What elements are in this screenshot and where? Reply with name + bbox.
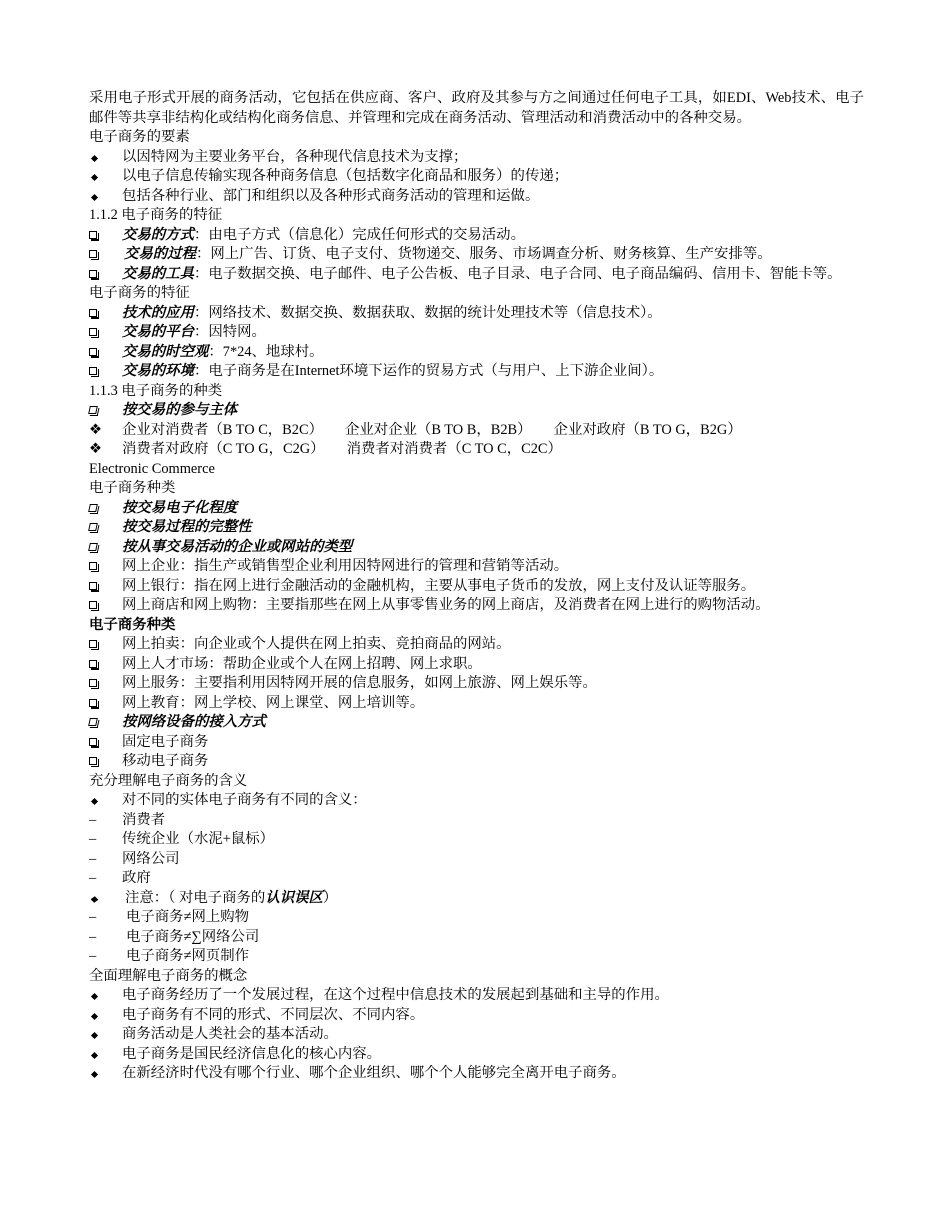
list-item: 固定电子商务 (89, 733, 864, 753)
checkbox-bullet-icon (89, 582, 97, 590)
list-item: 交易的时空观：7*24、地球村。 (89, 343, 864, 363)
checkbox-bullet-icon (89, 309, 97, 317)
checkbox-bullet-icon (88, 406, 98, 414)
checkbox-bullet-icon (88, 523, 98, 531)
list-item: 网上服务：主要指利用因特网开展的信息服务，如网上旅游、网上娱乐等。 (89, 674, 864, 694)
intro-paragraph: 采用电子形式开展的商务活动，它包括在供应商、客户、政府及其参与方之间通过任何电子工具，如EDI、Web技术、电子邮件等共享非结构化或结构化商务信息、并管理和完成在商务活动、管理活动和消费活动中的各种交易。 (89, 90, 864, 126)
diamond-bullet-icon (91, 193, 98, 200)
list-item: – 传统企业（水泥+鼠标） (89, 830, 864, 850)
diamond-bullet-icon (91, 896, 99, 902)
category-heading: 按从事交易活动的企业或网站的类型 (89, 538, 864, 558)
list-item: 网上人才市场：帮助企业或个人在网上招聘、网上求职。 (89, 655, 864, 675)
list-item: – 电子商务≠网上购物 (89, 908, 864, 928)
list-item: – 政府 (89, 869, 864, 889)
checkbox-bullet-icon (89, 640, 97, 648)
list-item: 注意：（ 对电子商务的认识误区） (89, 889, 864, 909)
diamond-bullet-icon (91, 1051, 98, 1058)
checkbox-bullet-icon (88, 718, 98, 726)
list-item: – 消费者 (89, 811, 864, 831)
document-body (89, 89, 864, 1084)
list-item: 交易的平台：因特网。 (89, 323, 864, 343)
diamond-bullet-icon (91, 798, 98, 805)
list-item: 以电子信息传输实现各种商务信息（包括数字化商品和服务）的传递； (89, 167, 864, 187)
checkbox-bullet-icon (89, 738, 97, 746)
checkbox-bullet-icon (89, 348, 97, 356)
clover-bullet-icon: ❖ (89, 421, 102, 438)
diamond-bullet-icon (91, 174, 98, 181)
dash-bullet-icon: – (89, 850, 97, 867)
list-item: 网上商店和网上购物：主要指那些在网上从事零售业务的网上商店，及消费者在网上进行的购物活动。 (89, 596, 864, 616)
checkbox-bullet-icon (89, 562, 97, 570)
checkbox-bullet-icon (89, 660, 97, 668)
list-item: 网上拍卖：向企业或个人提供在网上拍卖、竞拍商品的网站。 (89, 635, 864, 655)
features-heading: 电子商务的特征 (89, 285, 190, 301)
list-item: – 网络公司 (89, 850, 864, 870)
dash-bullet-icon: – (89, 811, 97, 828)
list-item: 移动电子商务 (89, 752, 864, 772)
checkbox-bullet-icon (89, 601, 97, 609)
checkbox-bullet-icon (89, 231, 97, 239)
types-heading: 电子商务种类 (89, 480, 176, 496)
concept-heading: 全面理解电子商务的概念 (89, 967, 248, 984)
list-item: 技术的应用：网络技术、数据交换、数据获取、数据的统计处理技术等（信息技术）。 (89, 304, 864, 324)
checkbox-bullet-icon (89, 270, 97, 278)
list-item: 交易的方式：由电子方式（信息化）完成任何形式的交易活动。 (89, 226, 864, 246)
list-item: – 电子商务≠∑网络公司 (89, 928, 864, 948)
diamond-bullet-icon (91, 1071, 98, 1078)
category-heading: 按交易的参与主体 (89, 401, 864, 421)
checkbox-bullet-icon (88, 504, 98, 512)
dash-bullet-icon: – (89, 870, 97, 886)
list-item: 在新经济时代没有哪个行业、哪个企业组织、哪个个人能够完全离开电子商务。 (89, 1064, 864, 1084)
electronic-commerce-text: Electronic Commerce (89, 460, 215, 477)
list-item: 网上银行：指在网上进行金融活动的金融机构，主要从事电子货币的发放，网上支付及认证等服务。 (89, 577, 864, 597)
checkbox-bullet-icon (89, 250, 97, 258)
elements-heading: 电子商务的要素 (89, 129, 190, 145)
list-item: 以因特网为主要业务平台，各种现代信息技术为支撑； (89, 148, 864, 168)
list-item: 网上教育：网上学校、网上课堂、网上培训等。 (89, 694, 864, 714)
types-heading-bold: 电子商务种类 (89, 616, 176, 633)
checkbox-bullet-icon (89, 367, 97, 375)
list-item: 交易的过程：网上广告、订货、电子支付、货物递交、服务、市场调查分析、财务核算、生产安排等。 (89, 245, 864, 265)
list-item: – 电子商务≠网页制作 (89, 947, 864, 967)
meaning-heading: 充分理解电子商务的含义 (89, 772, 248, 789)
diamond-bullet-icon (91, 993, 98, 1000)
list-item: ❖ 消费者对政府（C TO G，C2G） 消费者对消费者（C TO C，C2C） (89, 440, 864, 460)
clover-bullet-icon: ❖ (89, 441, 102, 457)
diamond-bullet-icon (91, 1032, 98, 1039)
diamond-bullet-icon (91, 1012, 98, 1019)
category-heading: 按交易电子化程度 (89, 499, 864, 519)
list-item: 交易的工具：电子数据交换、电子邮件、电子公告板、电子目录、电子合同、电子商品编码、信用卡、智能卡等。 (89, 265, 864, 285)
list-item: 电子商务是国民经济信息化的核心内容。 (89, 1045, 864, 1065)
category-heading: 按交易过程的完整性 (89, 518, 864, 538)
list-item: ❖ 企业对消费者（B TO C，B2C） 企业对企业（B TO B，B2B） 企业对政府（B TO G，B2G） (89, 421, 864, 441)
section-heading-112: 1.1.2 电子商务的特征 (89, 207, 223, 223)
checkbox-bullet-icon (89, 699, 97, 707)
list-item: 网上企业：指生产或销售型企业利用因特网进行的管理和营销等活动。 (89, 557, 864, 577)
list-item: 电子商务经历了一个发展过程，在这个过程中信息技术的发展起到基础和主导的作用。 (89, 986, 864, 1006)
dash-bullet-icon: – (89, 831, 97, 847)
dash-bullet-icon: – (89, 928, 97, 945)
list-item: 交易的环境：电子商务是在Internet环境下运作的贸易方式（与用户、上下游企业间）。 (89, 362, 864, 382)
checkbox-bullet-icon (88, 543, 98, 551)
dash-bullet-icon: – (89, 948, 97, 964)
section-heading-113: 1.1.3 电子商务的种类 (89, 382, 223, 399)
list-item: 对不同的实体电子商务有不同的含义： (89, 791, 864, 811)
list-item: 包括各种行业、部门和组织以及各种形式商务活动的管理和运做。 (89, 187, 864, 207)
checkbox-bullet-icon (89, 679, 97, 687)
diamond-bullet-icon (91, 154, 98, 161)
list-item: 电子商务有不同的形式、不同层次、不同内容。 (89, 1006, 864, 1026)
checkbox-bullet-icon (89, 757, 97, 765)
dash-bullet-icon: – (89, 909, 97, 925)
checkbox-bullet-icon (89, 328, 97, 336)
category-heading: 按网络设备的接入方式 (89, 713, 864, 733)
list-item: 商务活动是人类社会的基本活动。 (89, 1025, 864, 1045)
